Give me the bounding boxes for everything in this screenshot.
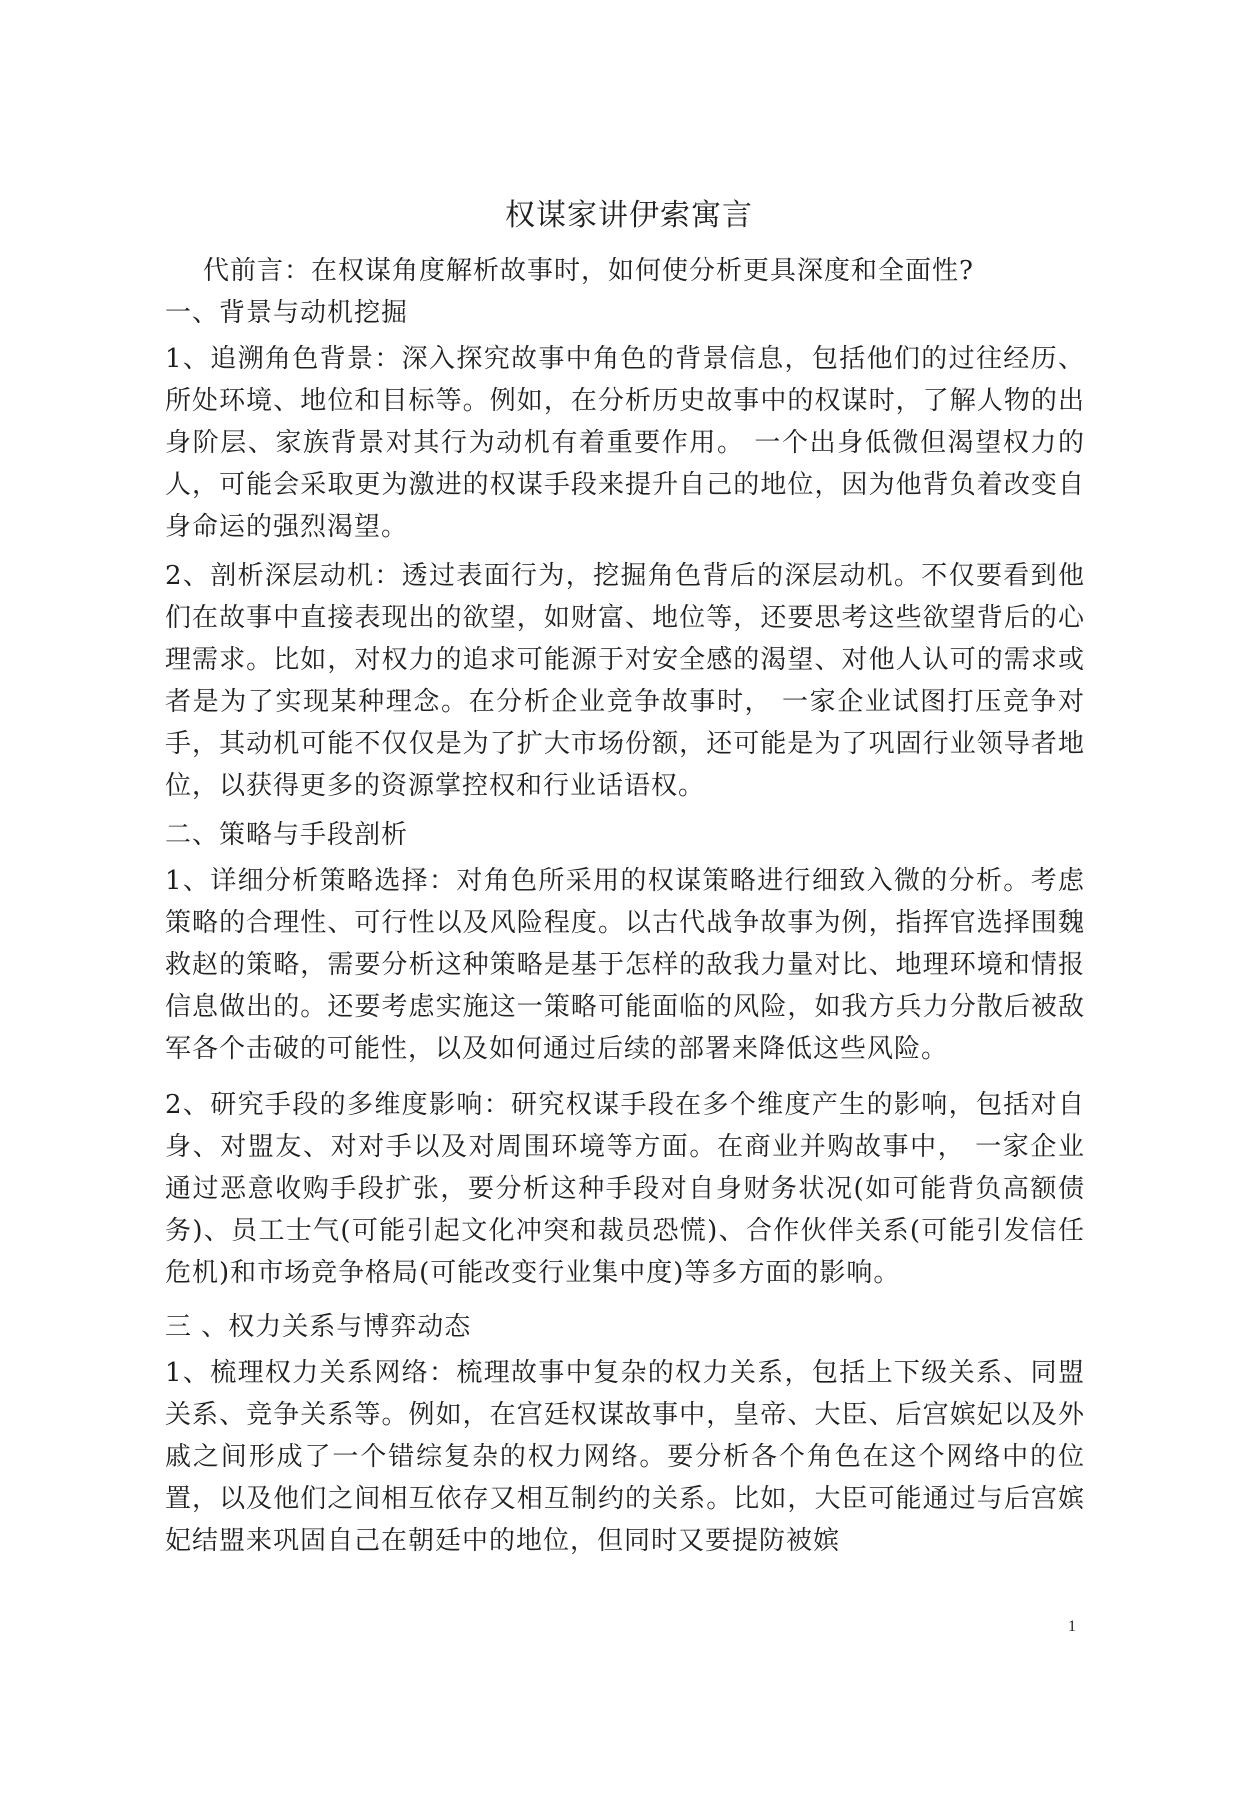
section-2-paragraph-1: 1、详细分析策略选择：对角色所采用的权谋策略进行细致入微的分析。考虑策略的合理性、可行性以及风险程度。以古代战争故事为例，指挥官选择围魏救赵的策略，需要分析这种策略是基于怎样的敌我力量对比、地理环境和情报信息做出的。还要考虑实施这一策略可能面临的风险，如我方兵力分散后被敌军各个击破的可能性，以及如何通过后续的部署来降低这些风险。 xyxy=(165,866,1085,1064)
section-1-paragraph-2: 2、剖析深层动机：透过表面行为，挖掘角色背后的深层动机。不仅要看到他们在故事中直接表现出的欲望，如财富、地位等，还要思考这些欲望背后的心理需求。比如，对权力的追求可能源于对安全感的渴望、对他人认可的需求或者是为了实现某种理念。在分析企业竞争故事时， 一家企业试图打压竞争对手，其动机可能不仅仅是为了扩大市场份额，还可能是为了巩固行业领导者地位，以获得更多的资源掌控权和行业话语权。 xyxy=(165,561,1086,801)
section-heading-3: 三 、权力关系与博弈动态 xyxy=(165,1312,472,1342)
section-heading-1: 一、背景与动机挖掘 xyxy=(165,298,409,328)
page-number: 1 xyxy=(1068,1618,1076,1635)
document-body xyxy=(165,250,1085,1569)
section-2-paragraph-2: 2、研究手段的多维度影响：研究权谋手段在多个维度产生的影响，包括对自身、对盟友、对对手以及对周围环境等方面。在商业并购故事中， 一家企业通过恶意收购手段扩张，要分析这种手段对自身财务状况(如可能背负高额债务)、员工士气(可能引起文化冲突和裁员恐慌)、合作伙伴关系(可能引发信任危机)和市场竞争格局(可能改变行业集中度)等多方面的影响。 xyxy=(165,1090,1085,1288)
section-heading-2: 二、策略与手段剖析 xyxy=(165,820,409,850)
preface-line: 代前言：在权谋角度解析故事时，如何使分析更具深度和全面性? xyxy=(203,256,974,286)
document-title: 权谋家讲伊索寓言 xyxy=(505,198,753,233)
section-3-paragraph-1: 1、梳理权力关系网络：梳理故事中复杂的权力关系，包括上下级关系、同盟关系、竞争关系等。例如，在宫廷权谋故事中，皇帝、大臣、后宫嫔妃以及外戚之间形成了一个错综复杂的权力网络。要分析各个角色在这个网络中的位置，以及他们之间相互依存又相互制约的关系。比如，大臣可能通过与后宫嫔妃结盟来巩固自己在朝廷中的地位，但同时又要提防被嫔 xyxy=(165,1358,1085,1556)
section-1-paragraph-1: 1、追溯角色背景：深入探究故事中角色的背景信息，包括他们的过往经历、所处环境、地位和目标等。例如，在分析历史故事中的权谋时，了解人物的出身阶层、家族背景对其行为动机有着重要作用。 一个出身低微但渴望权力的人，可能会采取更为激进的权谋手段来提升自己的地位，因为他背负着改变自身命运的强烈渴望。 xyxy=(165,344,1085,542)
